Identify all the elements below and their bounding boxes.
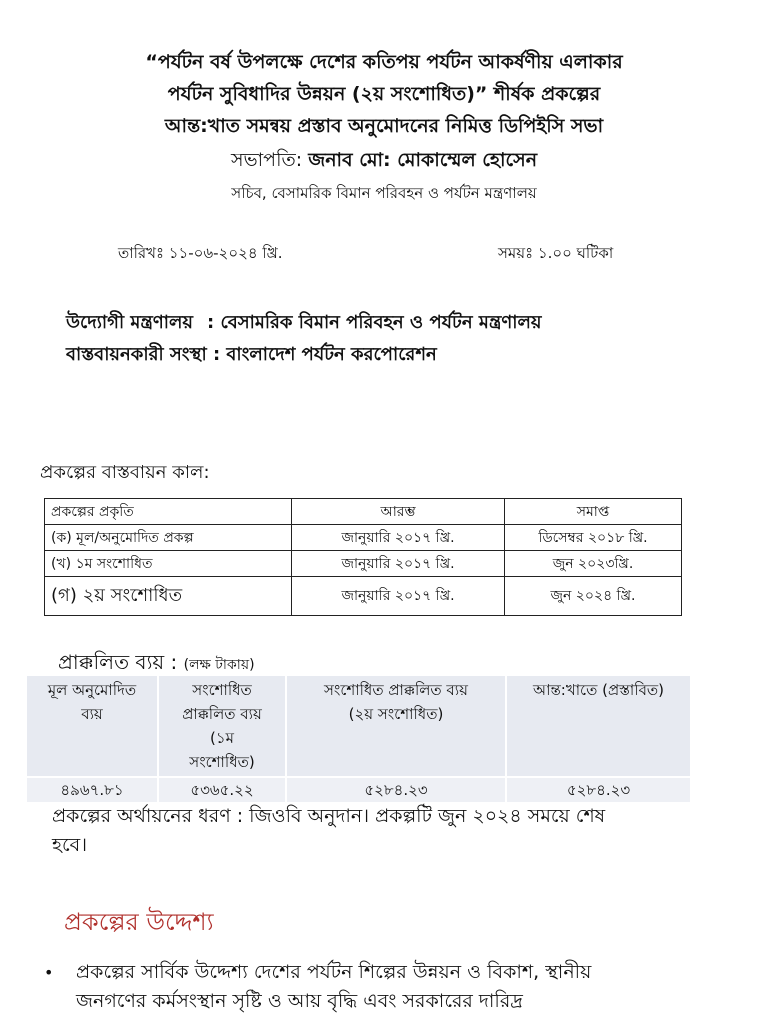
row-start: জানুয়ারি ২০১৭ খ্রি. <box>292 525 505 551</box>
row-start: জানুয়ারি ২০১৭ খ্রি. <box>292 577 505 616</box>
chair-designation: সচিব, বেসামরিক বিমান পরিবহন ও পর্যটন মন্ত্রণালয় <box>231 184 537 202</box>
title-line-2: পর্যটন সুবিধাদির উন্নয়ন (২য় সংশোধিত)” শীর্ষক প্রকল্পের <box>167 83 601 105</box>
cost-value: ৫৩৬৫.২২ <box>158 777 286 802</box>
row-end: জুন ২০২৩খ্রি. <box>505 551 682 577</box>
cost-header-text: সংশোধিত <box>192 681 252 699</box>
financing-line-1: প্রকল্পের অর্থায়নের ধরণ : জিওবি অনুদান। প্রকল্পটি জুন ২০২৪ সময়ে শেষ <box>52 805 606 827</box>
cost-unit: (লক্ষ টাকায়) <box>183 657 255 673</box>
row-nature: (ক) মূল/অনুমোদিত প্রকল্প <box>45 525 292 551</box>
meeting-date: তারিখঃ ১১-০৬-২০২৪ খ্রি. <box>118 244 283 262</box>
financing-line-2: হবে। <box>52 834 87 856</box>
chair-label: সভাপতি: <box>230 149 309 171</box>
cost-header-text: (১ম <box>210 729 234 747</box>
cost-heading-label: প্রাক্কলিত ব্যয় : <box>58 650 184 674</box>
meeting-time: সময়ঃ ১.০০ ঘটিকা <box>498 244 614 262</box>
implementing-agency <box>66 340 437 371</box>
implementation-table <box>44 498 682 616</box>
cost-value: ৫২৮৪.২৩ <box>506 777 691 802</box>
row-end: জুন ২০২৪ খ্রি. <box>505 577 682 616</box>
table-row <box>45 577 682 616</box>
header-nature: প্রকল্পের প্রকৃতি <box>45 499 292 525</box>
title-line-1: “পর্যটন বর্ষ উপলক্ষে দেশের কতিপয় পর্যটন আকর্ষণীয় এলাকার <box>145 51 623 73</box>
table-row <box>45 551 682 577</box>
cost-header-text: সংশোধিত) <box>189 753 255 771</box>
row-nature: (গ) ২য় সংশোধিত <box>45 577 292 616</box>
cost-header-text: প্রাক্কলিত ব্যয় <box>182 705 262 723</box>
objective-bullet <box>76 958 768 1016</box>
financing-text <box>52 802 722 860</box>
cost-value: ৪৯৬৭.৮১ <box>27 777 158 802</box>
chair-name: জনাব মো: মোকাম্মেল হোসেন <box>308 149 538 171</box>
table-header-row <box>45 499 682 525</box>
implementation-heading: প্রকল্পের বাস্তবায়ন কাল: <box>40 462 210 483</box>
row-end: ডিসেম্বর ২০১৮ খ্রি. <box>505 525 682 551</box>
cost-header-row <box>27 676 691 777</box>
cost-table <box>27 676 692 802</box>
objective-line-1: প্রকল্পের সার্বিক উদ্দেশ্য দেশের পর্যটন শিল্পের উন্নয়ন ও বিকাশ, স্থানীয় <box>76 961 592 983</box>
agency-label: বাস্তবায়নকারী সংস্থা <box>66 344 207 365</box>
cost-header-text: ব্যয় <box>81 705 103 723</box>
header-start: আরম্ভ <box>292 499 505 525</box>
objective-line-2: জনগণের কর্মসংস্থান সৃষ্টি ও আয় বৃদ্ধি এবং সরকারের দারিদ্র <box>76 990 523 1012</box>
agency-value: : বাংলাদেশ পর্যটন করপোরেশন <box>206 344 437 365</box>
row-start: জানুয়ারি ২০১৭ খ্রি. <box>292 551 505 577</box>
cost-header-text: মূল অনুমোদিত <box>47 681 137 699</box>
cost-header-original <box>27 676 158 777</box>
cost-header-first-revised <box>158 676 286 777</box>
cost-value: ৫২৮৪.২৩ <box>286 777 506 802</box>
row-nature: (খ) ১ম সংশোধিত <box>45 551 292 577</box>
chairperson <box>0 146 768 178</box>
objective-heading: প্রকল্পের উদ্দেশ্য <box>64 908 214 936</box>
sponsor-value: : বেসামরিক বিমান পরিবহন ও পর্যটন মন্ত্রণালয় <box>206 312 542 333</box>
table-row <box>45 525 682 551</box>
cost-header-intersector <box>506 676 691 777</box>
bullet-dot-icon: • <box>44 963 54 982</box>
cost-header-text: সংশোধিত প্রাক্কলিত ব্যয় <box>324 681 468 699</box>
header-end: সমাপ্ত <box>505 499 682 525</box>
cost-header-text: (২য় সংশোধিত) <box>348 705 444 723</box>
cost-value-row <box>27 777 691 802</box>
title-line-3: আন্ত:খাত সমন্বয় প্রস্তাব অনুমোদনের নিমিত্ত ডিপিইসি সভা <box>164 115 604 137</box>
sponsor-label: উদ্যোগী মন্ত্রণালয় <box>66 312 193 333</box>
cost-header-second-revised <box>286 676 506 777</box>
sponsor-ministry <box>66 308 541 339</box>
cost-header-text: আন্ত:খাতে (প্রস্তাবিত) <box>532 681 665 699</box>
